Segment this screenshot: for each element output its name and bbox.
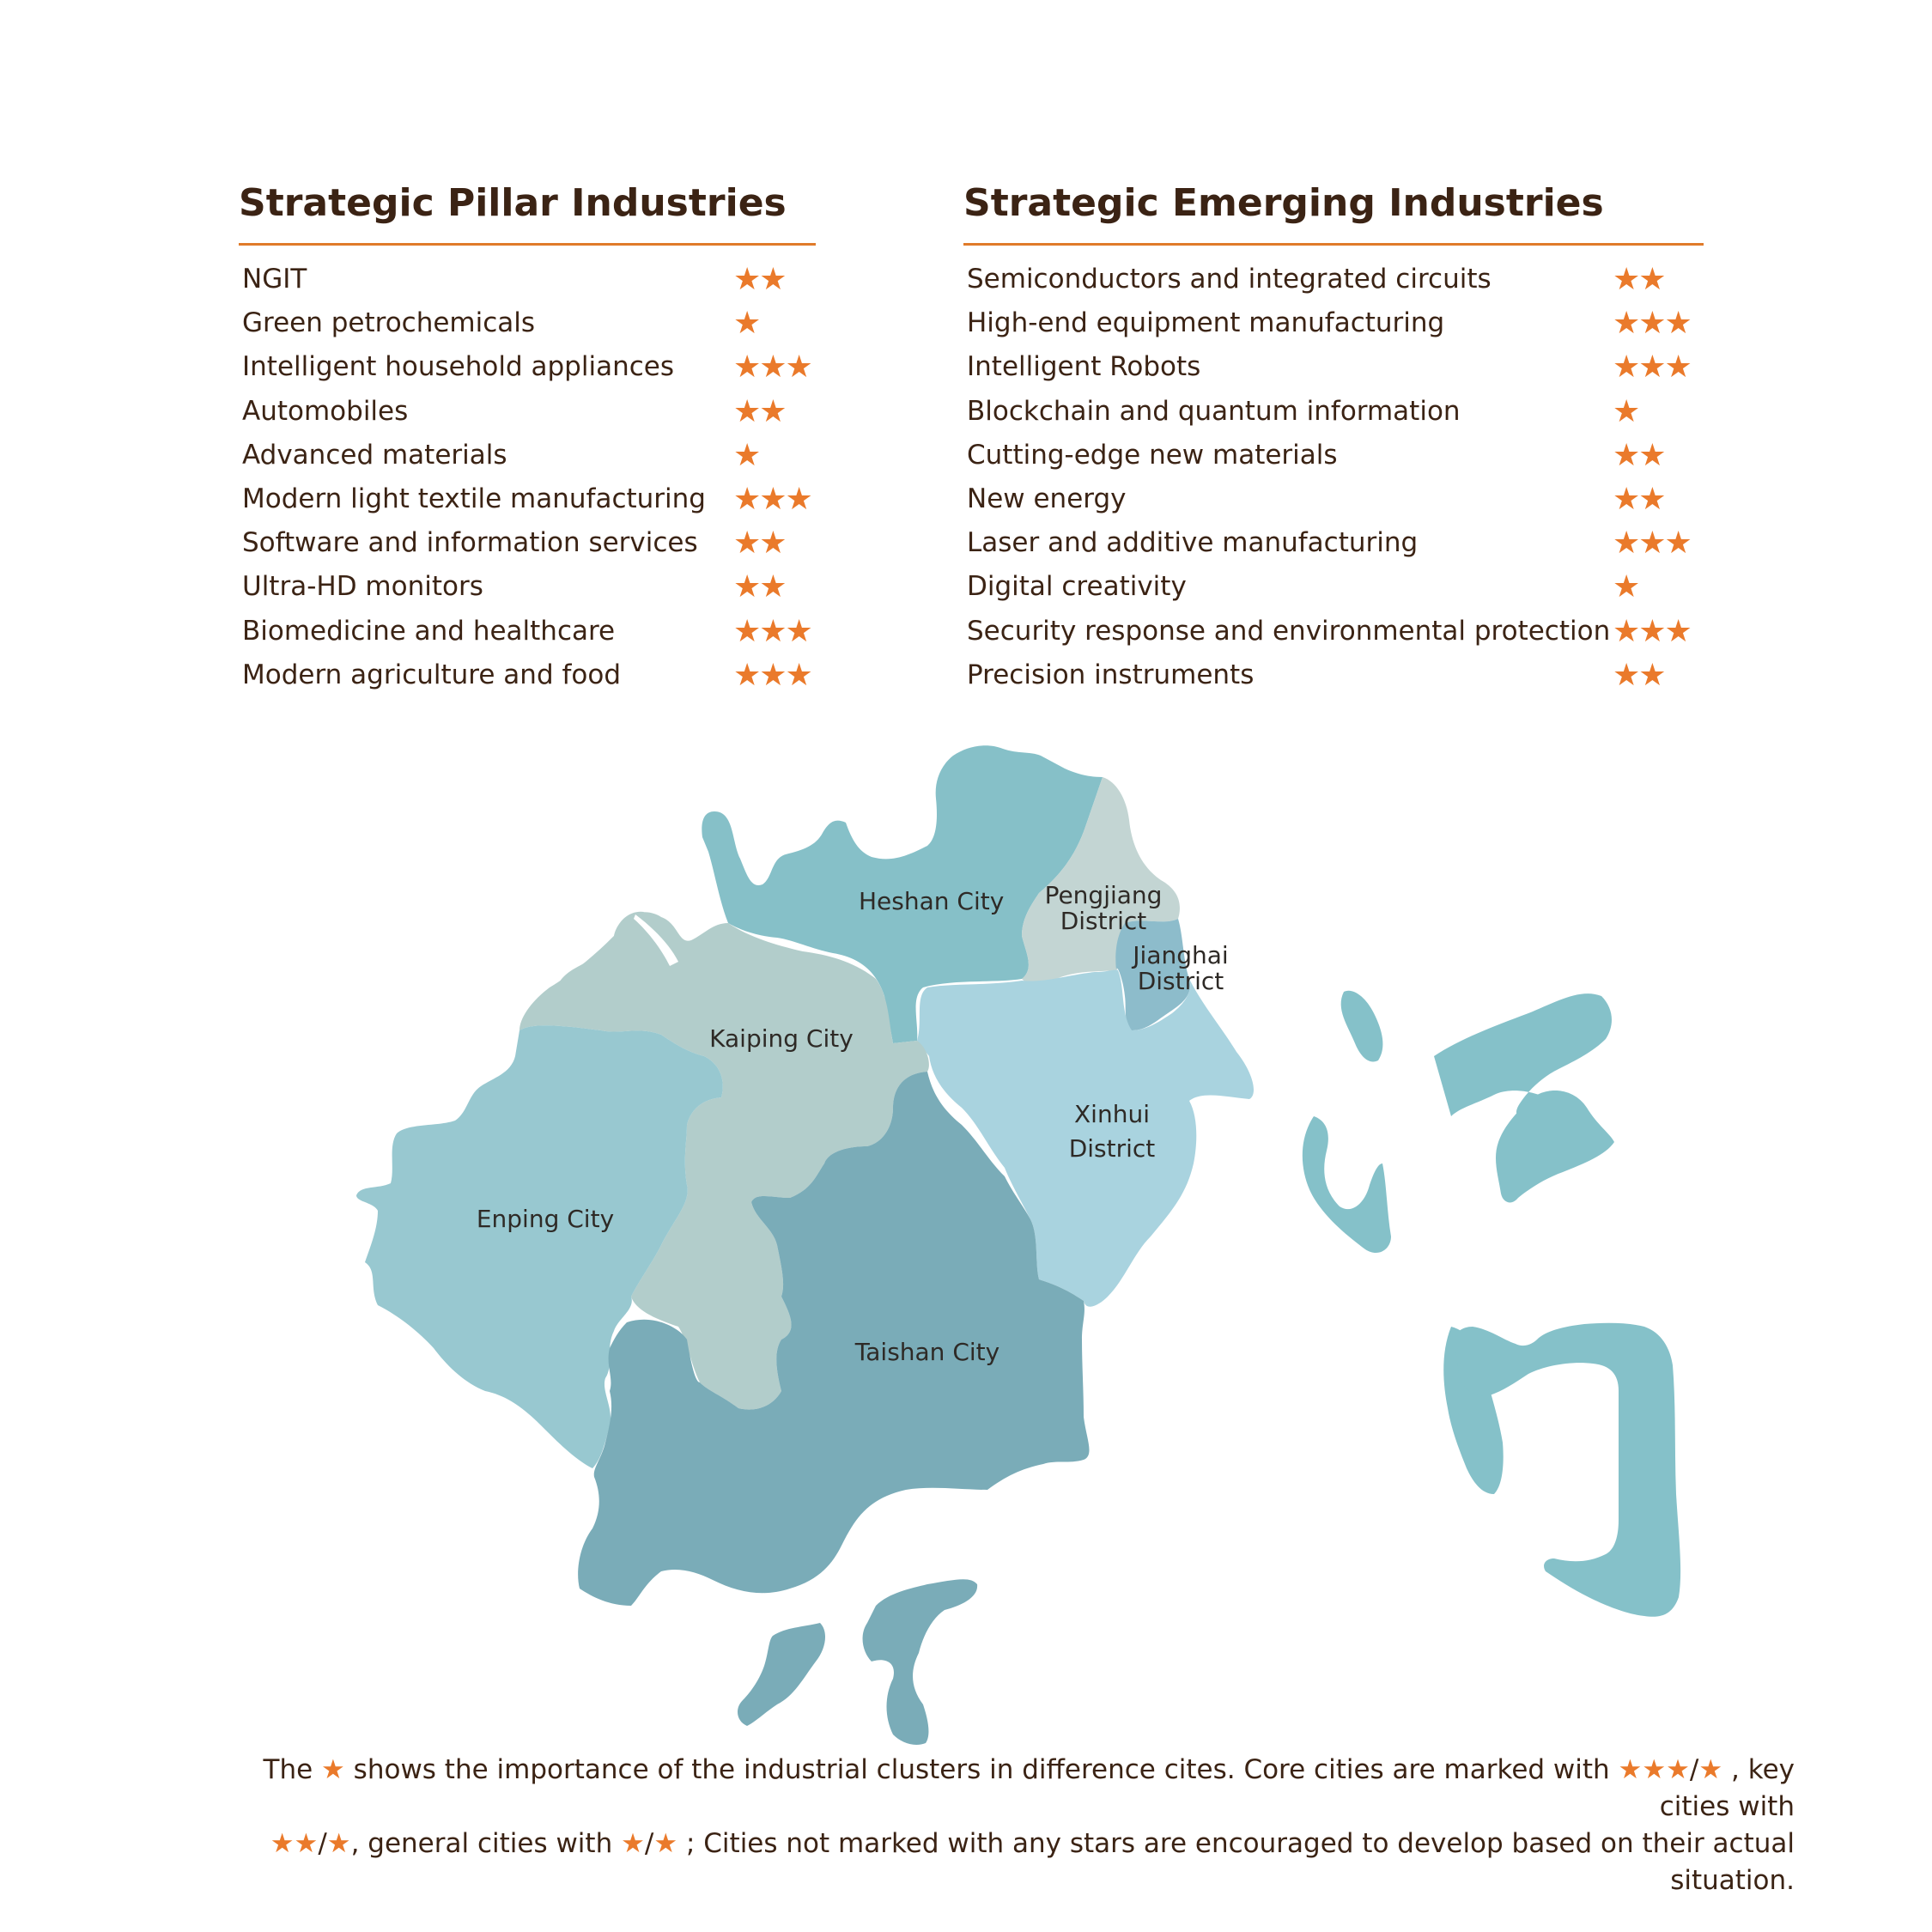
star-icon: ★ — [321, 1754, 345, 1785]
label-pengjiang: Pengjiang District — [1044, 881, 1163, 935]
industry-label: New energy — [967, 483, 1127, 514]
industry-label: Precision instruments — [967, 659, 1255, 690]
industry-label: Intelligent Robots — [967, 351, 1201, 383]
label-xinhui: Xinhui District — [1068, 1100, 1156, 1163]
star-rating: ★★ — [1613, 657, 1665, 693]
industry-label: Green petrochemicals — [242, 307, 536, 339]
industry-label: Software and information services — [242, 527, 698, 559]
industry-label: Security response and environmental protection — [967, 615, 1611, 647]
star-rating: ★★ — [733, 526, 786, 562]
star-rating: ★★★ — [733, 657, 811, 693]
star-icon: ★ — [326, 1828, 351, 1859]
star-rating: ★★ — [1613, 481, 1665, 517]
star-rating: ★★★ — [733, 613, 811, 649]
industry-label: Modern light textile manufacturing — [242, 483, 706, 514]
star-rating: ★★★ — [1613, 613, 1691, 649]
industry-label: Laser and additive manufacturing — [967, 527, 1419, 559]
star-rating: ★ — [1613, 569, 1639, 605]
star-rating: ★ — [1613, 393, 1639, 429]
pillar-industries-title: Strategic Pillar Industries — [239, 181, 787, 225]
industry-label: Automobiles — [242, 395, 409, 427]
label-heshan: Heshan City — [859, 887, 1005, 915]
star-rating: ★★ — [1613, 262, 1665, 297]
industry-label: NGIT — [242, 264, 307, 295]
glyph-stroke-hook — [1303, 1116, 1391, 1253]
industry-label: Blockchain and quantum information — [967, 395, 1461, 427]
label-taishan: Taishan City — [854, 1338, 1000, 1366]
star-icon: ★★★ — [1618, 1754, 1690, 1785]
glyph-stroke-diag — [1496, 1091, 1614, 1202]
island-small — [738, 1623, 825, 1726]
star-rating: ★★★ — [1613, 306, 1691, 342]
star-rating: ★★★ — [1613, 526, 1691, 562]
label-jianghai: Jianghai District — [1133, 941, 1229, 995]
industry-label: Ultra-HD monitors — [242, 571, 483, 603]
star-rating: ★★★ — [1613, 349, 1691, 386]
glyph-stroke-top — [1434, 993, 1612, 1118]
industry-label: Advanced materials — [242, 439, 507, 471]
emerging-industries-title: Strategic Emerging Industries — [963, 181, 1604, 225]
industry-label: Biomedicine and healthcare — [242, 615, 616, 647]
industry-label: Intelligent household appliances — [242, 351, 674, 383]
star-rating: ★★ — [733, 569, 786, 605]
star-rating: ★★★ — [733, 349, 811, 386]
label-enping: Enping City — [476, 1205, 615, 1233]
glyph-stroke-dot — [1341, 991, 1383, 1062]
industry-label: Modern agriculture and food — [242, 659, 621, 690]
star-rating: ★★★ — [733, 481, 811, 517]
industry-label: Digital creativity — [967, 571, 1187, 603]
star-legend-footnote: The ★ shows the importance of the industrial clusters in difference cites. Core cities are marked with ★★★/★ , key cities with ★★/★, general cities with ★/★ ; Cities not marked with any stars are encouraged to develop based on their actual situation. — [263, 1754, 1795, 1896]
star-icon: ★ — [653, 1828, 678, 1859]
industry-label: High-end equipment manufacturing — [967, 307, 1445, 339]
star-rating: ★★ — [733, 262, 786, 297]
industry-label: Semiconductors and integrated circuits — [967, 264, 1492, 295]
star-rating: ★ — [733, 306, 760, 342]
star-rating: ★★ — [733, 393, 786, 429]
star-rating: ★★ — [1613, 437, 1665, 473]
label-kaiping: Kaiping City — [709, 1024, 854, 1053]
star-icon: ★ — [1698, 1754, 1723, 1785]
industry-label: Cutting-edge new materials — [967, 439, 1338, 471]
star-icon: ★ — [621, 1828, 645, 1859]
star-icon: ★★ — [270, 1828, 319, 1859]
island-large — [863, 1579, 978, 1745]
star-rating: ★ — [733, 437, 760, 473]
